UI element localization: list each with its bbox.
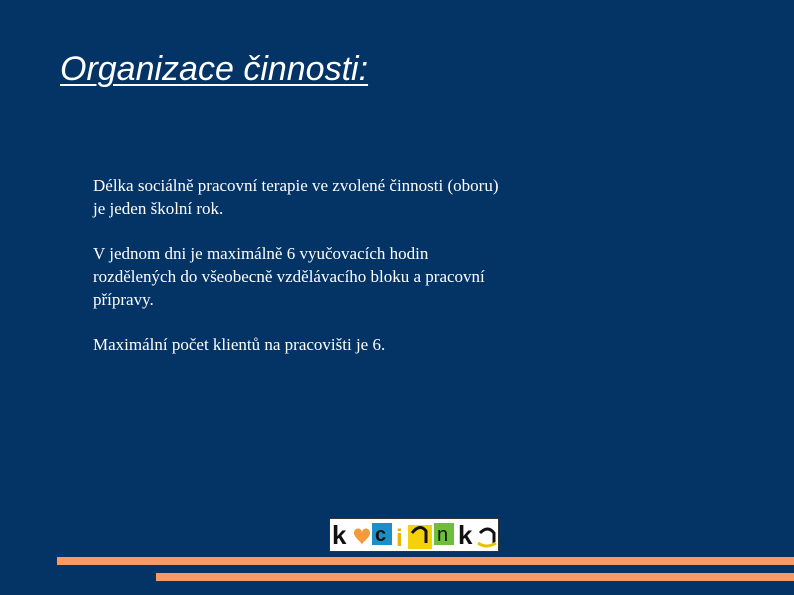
svg-text:n: n: [437, 524, 449, 546]
slide-body: [93, 174, 513, 378]
paragraph-duration: Délka sociálně pracovní terapie ve zvolené činnosti (oboru) je jeden školní rok.: [93, 176, 499, 218]
svg-text:k: k: [458, 520, 473, 550]
accent-bar-top: [57, 557, 794, 565]
svg-text:k: k: [332, 520, 347, 550]
paragraph-capacity: Maximální počet klientů na pracovišti je 6.: [93, 335, 386, 354]
svg-text:c: c: [375, 524, 387, 546]
svg-text:i: i: [396, 525, 403, 551]
kocianka-logo: [329, 518, 499, 552]
slide-title: Organizace činnosti:: [60, 50, 369, 88]
accent-bar-bottom: [156, 573, 794, 581]
paragraph-hours: V jednom dni je maximálně 6 vyučovacích hodin rozdělených do všeobecně vzdělávacího bloku a pracovní přípravy.: [93, 244, 485, 309]
kocianka-logo-graphic: [330, 519, 498, 551]
